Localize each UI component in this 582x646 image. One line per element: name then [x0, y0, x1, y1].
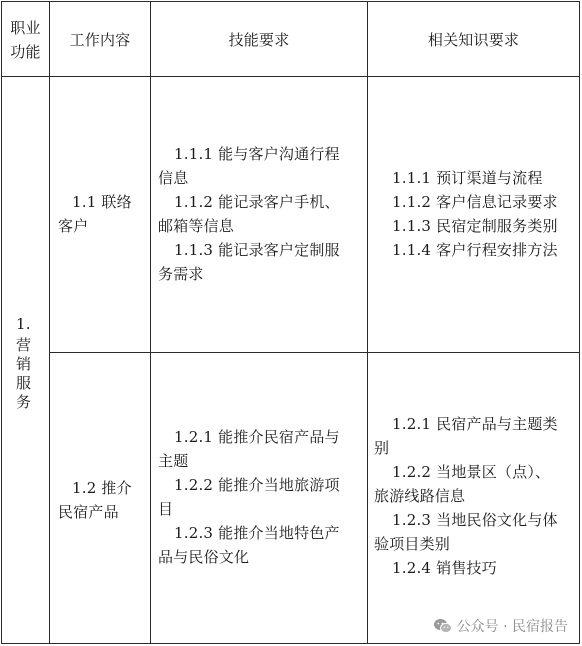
- function-char: 销: [16, 355, 32, 373]
- table-border-bottom: [1, 643, 580, 644]
- skill-line: 邮箱等信息: [158, 217, 235, 235]
- skill-line: 1.1.2 能记录客户手机、: [174, 193, 340, 211]
- header-function: [2, 16, 49, 64]
- skill-line: 目: [158, 500, 174, 518]
- wechat-icon: [433, 618, 453, 634]
- col-divider-1: [49, 1, 50, 644]
- skill-line: 1.2.3 能推介当地特色产: [174, 524, 340, 542]
- row2-work-content: [58, 476, 148, 524]
- skill-line: 主题: [158, 452, 189, 470]
- skill-line: 1.1.3 能记录客户定制服: [174, 241, 340, 259]
- function-char: 服: [16, 374, 32, 392]
- skill-line: 务需求: [158, 265, 204, 283]
- row2-content-line2: 民宿产品: [58, 503, 119, 521]
- function-cell: [16, 312, 46, 412]
- knowledge-line: 1.1.4 客户行程安排方法: [392, 241, 558, 259]
- row1-content-line1: 1.1 联络: [72, 193, 132, 211]
- row1-knowledge: [374, 166, 578, 262]
- row1-skills: [158, 142, 364, 286]
- col-divider-2: [150, 1, 151, 644]
- header-function-line2: 功能: [10, 43, 41, 61]
- function-char: 务: [16, 393, 32, 411]
- row2-knowledge: [374, 412, 578, 580]
- function-number: 1.: [16, 315, 31, 333]
- row2-skills: [158, 425, 364, 569]
- function-char: 营: [16, 336, 32, 354]
- header-knowledge: 相关知识要求: [427, 31, 520, 49]
- knowledge-line: 1.2.3 当地民俗文化与体: [392, 511, 558, 529]
- table-border-left: [1, 1, 2, 644]
- watermark: [433, 616, 568, 636]
- row1-work-content: [58, 190, 148, 238]
- table-border-right: [579, 1, 580, 644]
- table-border-top: [1, 1, 580, 2]
- row2-content-line1: 1.2 推介: [72, 479, 132, 497]
- knowledge-line: 旅游线路信息: [374, 487, 466, 505]
- skill-line: 1.2.2 能推介当地旅游项: [174, 476, 340, 494]
- knowledge-line: 验项目类别: [374, 535, 451, 553]
- header-function-line1: 职业: [10, 19, 41, 37]
- knowledge-line: 1.2.4 销售技巧: [392, 559, 497, 577]
- col-divider-3: [367, 1, 368, 644]
- skill-line: 1.1.1 能与客户沟通行程: [174, 145, 340, 163]
- knowledge-line: 1.1.2 客户信息记录要求: [392, 193, 558, 211]
- knowledge-line: 1.1.1 预订渠道与流程: [392, 169, 543, 187]
- knowledge-line: 1.2.1 民宿产品与主题类: [392, 415, 558, 433]
- watermark-text: 公众号 · 民宿报告: [456, 619, 568, 635]
- skill-line: 信息: [158, 169, 189, 187]
- skill-line: 品与民俗文化: [158, 548, 250, 566]
- knowledge-line: 别: [374, 439, 390, 457]
- row-divider: [49, 352, 580, 353]
- skill-line: 1.2.1 能推介民宿产品与: [174, 428, 340, 446]
- row1-content-line2: 客户: [58, 217, 89, 235]
- knowledge-line: 1.2.2 当地景区（点）、: [392, 463, 551, 481]
- header-skills: 技能要求: [228, 31, 290, 49]
- header-divider: [1, 76, 580, 77]
- header-work-content: 工作内容: [69, 31, 131, 49]
- knowledge-line: 1.1.3 民宿定制服务类别: [392, 217, 558, 235]
